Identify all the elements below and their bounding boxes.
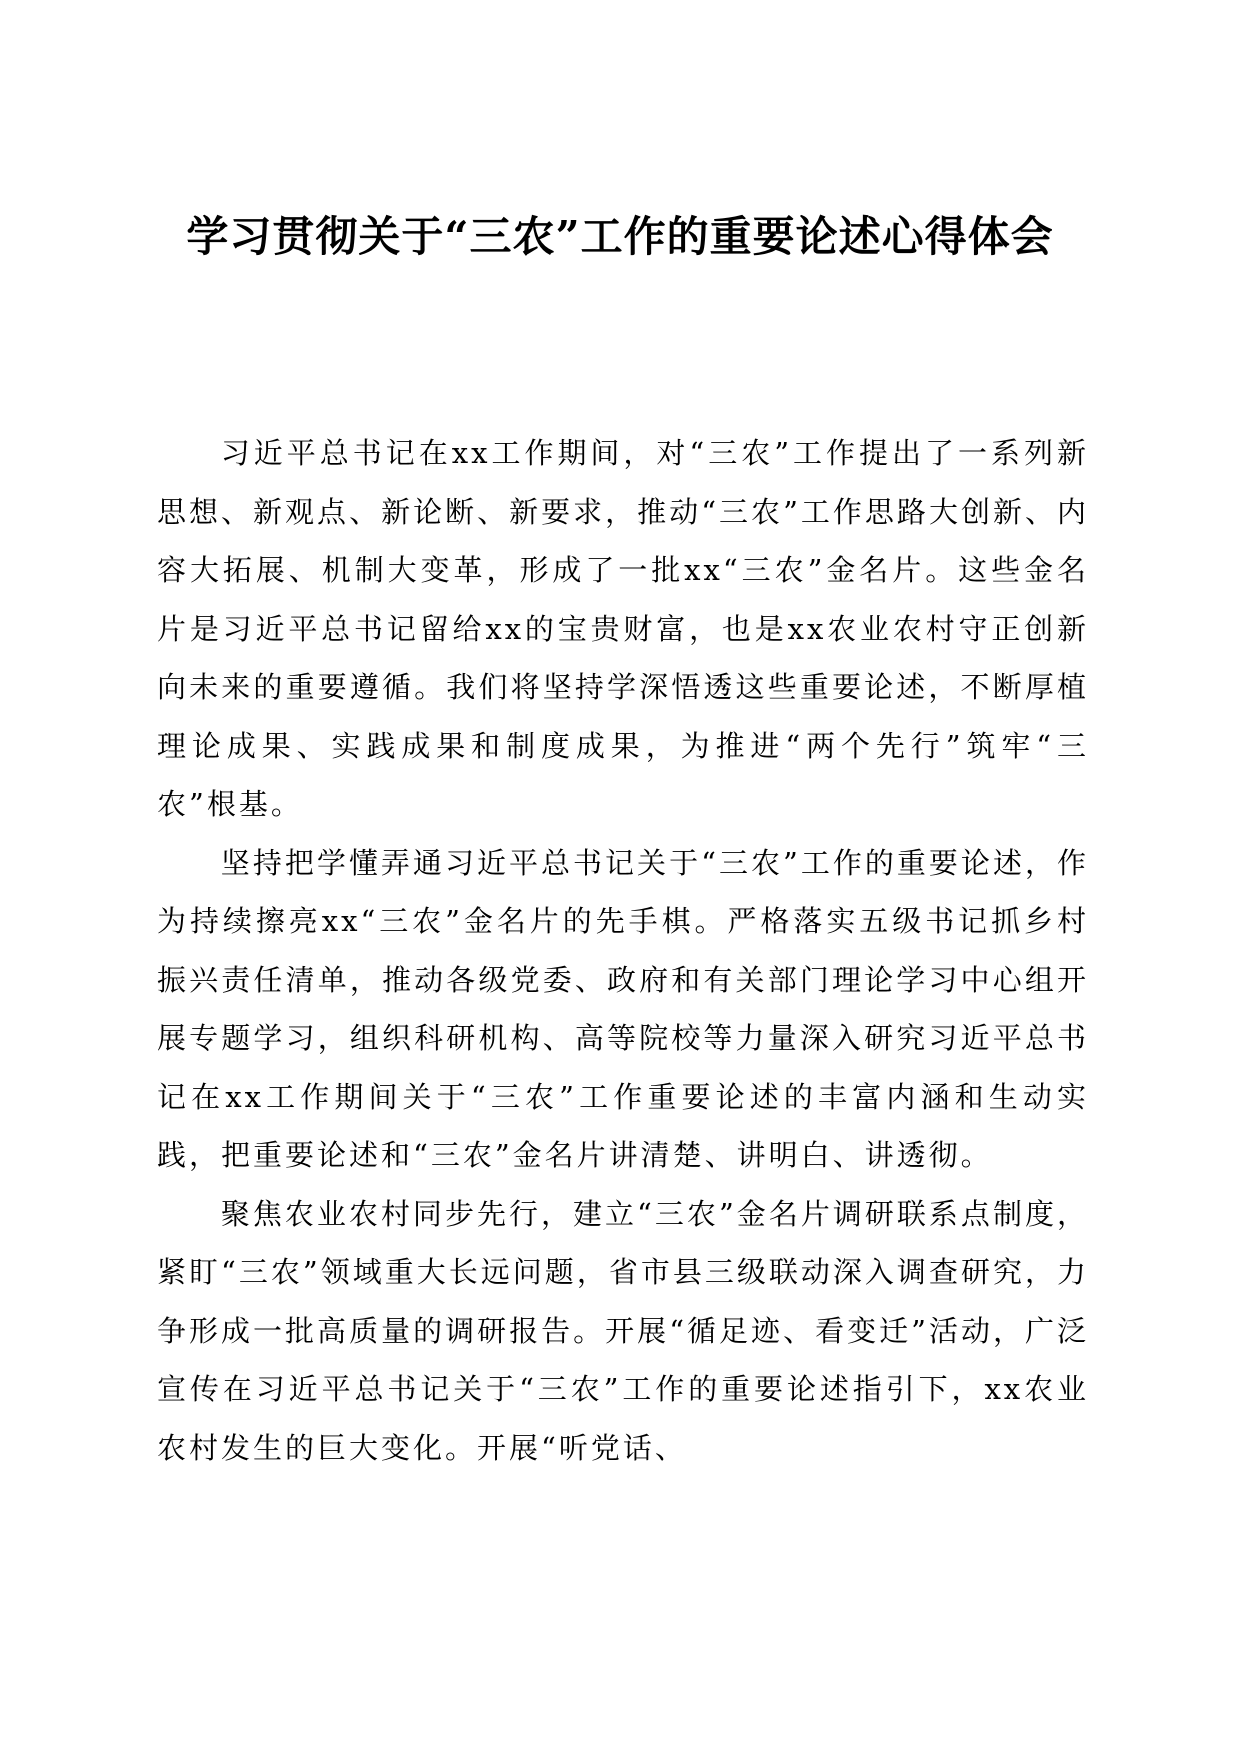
body-paragraph-2: 坚持把学懂弄通习近平总书记关于“三农”工作的重要论述，作为持续擦亮xx“三农”金名片的先手棋。严格落实五级书记抓乡村振兴责任清单，推动各级党委、政府和有关部门理论学习中心组开展专题学习，组织科研机构、高等院校等力量深入研究习近平总书记在xx工作期间关于“三农”工作重要论述的丰富内涵和生动实践，把重要论述和“三农”金名片讲清楚、讲明白、讲透彻。: [157, 845, 1089, 1172]
body-paragraph-1: 习近平总书记在xx工作期间，对“三农”工作提出了一系列新思想、新观点、新论断、新要求，推动“三农”工作思路大创新、内容大拓展、机制大变革，形成了一批xx“三农”金名片。这些金名片是习近平总书记留给xx的宝贵财富，也是xx农业农村守正创新向未来的重要遵循。我们将坚持学深悟透这些重要论述，不断厚植理论成果、实践成果和制度成果，为推进“两个先行”筑牢“三农”根基。: [157, 436, 1089, 821]
body-paragraph-3: 聚焦农业农村同步先行，建立“三农”金名片调研联系点制度，紧盯“三农”领域重大长远问题，省市县三级联动深入调查研究，力争形成一批高质量的调研报告。开展“循足迹、看变迁”活动，广泛宣传在习近平总书记关于“三农”工作的重要论述指引下，xx农业农村发生的巨大变化。开展“听党话、: [157, 1196, 1089, 1465]
document-title: 学习贯彻关于“三农”工作的重要论述心得体会: [186, 212, 1054, 261]
document-body: [157, 424, 1089, 1477]
